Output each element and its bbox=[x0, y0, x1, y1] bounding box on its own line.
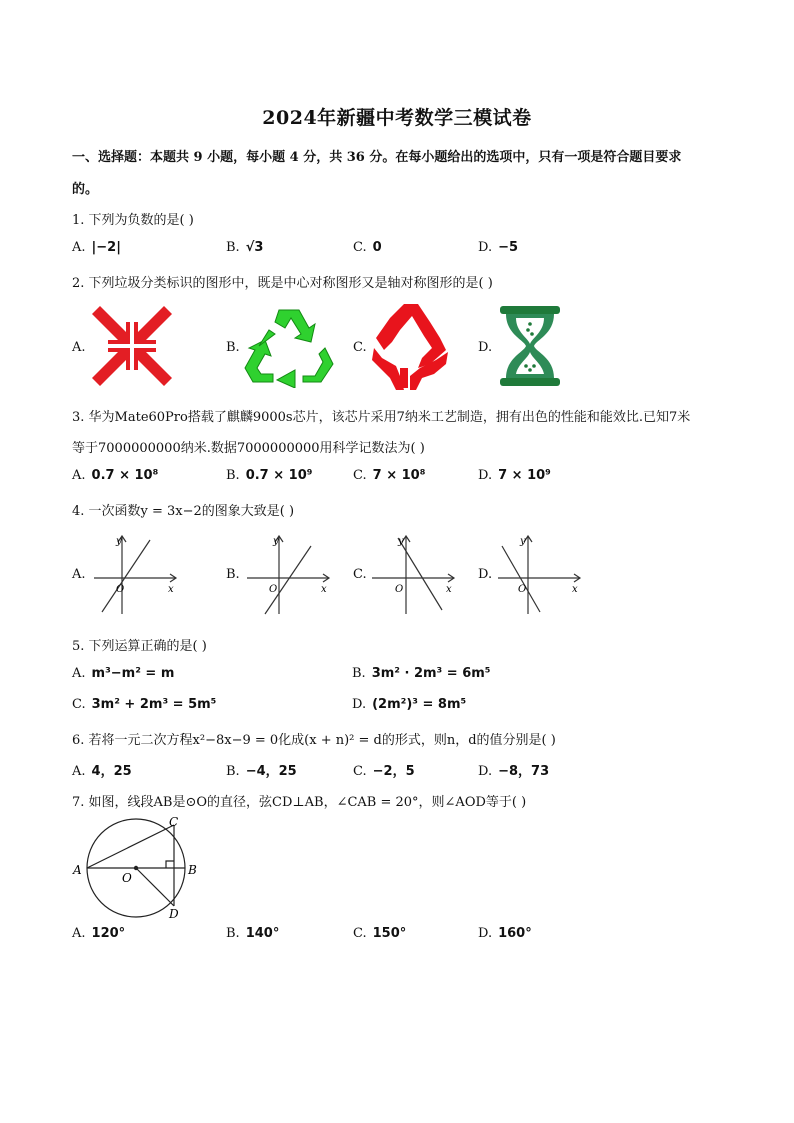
section-heading-cont: 的。 bbox=[72, 182, 99, 197]
q5-option-d[interactable]: D. (2m²)³ = 8m⁵ bbox=[352, 697, 467, 712]
x-axis-label: x bbox=[321, 584, 327, 595]
function-line bbox=[102, 540, 150, 612]
x-axis-label: x bbox=[572, 584, 578, 595]
q3-option-d[interactable]: D. 7 × 10⁹ bbox=[478, 468, 551, 483]
point-o-label: O bbox=[122, 871, 132, 885]
q4-option-d-label[interactable]: D. bbox=[478, 567, 493, 582]
q7-circle-figure bbox=[70, 814, 210, 920]
red-recycle-icon bbox=[372, 304, 448, 390]
y-axis-label: y bbox=[116, 536, 122, 547]
origin-label: O bbox=[395, 584, 404, 595]
segment-ac bbox=[87, 825, 174, 868]
q3-option-a[interactable]: A. 0.7 × 10⁸ bbox=[72, 468, 159, 483]
q2-option-a-label[interactable]: A. bbox=[72, 340, 86, 355]
q2-option-c-image[interactable] bbox=[370, 302, 450, 390]
q4-stem: 4. 一次函数y = 3x−2的图象大致是( ) bbox=[72, 504, 295, 519]
q2-option-a-image[interactable] bbox=[90, 304, 174, 388]
inward-arrows-icon bbox=[92, 306, 172, 386]
point-b-label: B bbox=[188, 863, 197, 877]
q4-option-c-graph[interactable] bbox=[368, 530, 460, 616]
x-axis-label: x bbox=[168, 584, 174, 595]
function-line bbox=[265, 546, 311, 614]
q1-option-d[interactable]: D. −5 bbox=[478, 240, 519, 255]
q5-option-b[interactable]: B. 3m² · 2m³ = 6m⁵ bbox=[352, 666, 491, 681]
q7-option-c[interactable]: C. 150° bbox=[353, 926, 407, 941]
q2-stem: 2. 下列垃圾分类标识的图形中，既是中心对称图形又是轴对称图形的是( ) bbox=[72, 276, 493, 291]
exam-title: 2024年新疆中考数学三模试卷 bbox=[262, 107, 532, 129]
q4-option-a-label[interactable]: A. bbox=[72, 567, 86, 582]
point-c-label: C bbox=[169, 815, 179, 829]
q3-stem: 3. 华为Mate60Pro搭载了麒麟9000s芯片，该芯片采用7纳米工艺制造，拥有出色的性能和能效比.已知7米 bbox=[72, 410, 691, 425]
right-angle-mark bbox=[166, 861, 174, 868]
hourglass-icon bbox=[500, 306, 560, 386]
function-line bbox=[398, 538, 442, 610]
q4-option-a-graph[interactable] bbox=[90, 530, 182, 616]
q2-option-b-image[interactable] bbox=[243, 304, 335, 388]
q2-option-c-label[interactable]: C. bbox=[353, 340, 367, 355]
q1-option-a[interactable]: A. |−2| bbox=[72, 240, 121, 255]
q5-stem: 5. 下列运算正确的是( ) bbox=[72, 639, 207, 654]
function-line bbox=[502, 546, 540, 612]
segment-od bbox=[136, 868, 174, 906]
y-axis-label: y bbox=[520, 536, 526, 547]
q6-option-d[interactable]: D. −8，73 bbox=[478, 764, 550, 779]
q5-option-a[interactable]: A. m³−m² = m bbox=[72, 666, 175, 681]
q3-stem-cont: 等于7000000000纳米.数据7000000000用科学记数法为( ) bbox=[72, 441, 425, 456]
q4-option-c-label[interactable]: C. bbox=[353, 567, 367, 582]
q4-option-b-label[interactable]: B. bbox=[226, 567, 240, 582]
q6-stem: 6. 若将一元二次方程x²−8x−9 = 0化成(x + n)² = d的形式，则n，d的值分别是( ) bbox=[72, 733, 556, 748]
q1-stem: 1. 下列为负数的是( ) bbox=[72, 213, 194, 228]
recycle-icon bbox=[245, 310, 333, 388]
q3-option-b[interactable]: B. 0.7 × 10⁹ bbox=[226, 468, 313, 483]
q6-option-b[interactable]: B. −4，25 bbox=[226, 764, 297, 779]
q7-option-d[interactable]: D. 160° bbox=[478, 926, 532, 941]
q7-option-b[interactable]: B. 140° bbox=[226, 926, 280, 941]
q2-option-d-image[interactable] bbox=[498, 304, 562, 388]
q5-option-c[interactable]: C. 3m² + 2m³ = 5m⁵ bbox=[72, 697, 217, 712]
q6-option-c[interactable]: C. −2，5 bbox=[353, 764, 415, 779]
q1-option-b[interactable]: B. √3 bbox=[226, 240, 264, 255]
q2-option-d-label[interactable]: D. bbox=[478, 340, 493, 355]
q3-option-c[interactable]: C. 7 × 10⁸ bbox=[353, 468, 426, 483]
x-axis-label: x bbox=[446, 584, 452, 595]
q4-option-b-graph[interactable] bbox=[243, 530, 335, 616]
q4-option-d-graph[interactable] bbox=[494, 530, 586, 616]
q7-option-a[interactable]: A. 120° bbox=[72, 926, 126, 941]
y-axis-label: y bbox=[273, 536, 279, 547]
point-d-label: D bbox=[169, 907, 179, 920]
point-a-label: A bbox=[73, 863, 82, 877]
y-axis-label: y bbox=[398, 536, 404, 547]
origin-label: O bbox=[269, 584, 278, 595]
q2-option-b-label[interactable]: B. bbox=[226, 340, 240, 355]
q6-option-a[interactable]: A. 4，25 bbox=[72, 764, 132, 779]
origin-label: O bbox=[116, 584, 125, 595]
origin-label: O bbox=[518, 584, 527, 595]
q7-stem: 7. 如图，线段AB是⊙O的直径，弦CD⊥AB，∠CAB = 20°，则∠AOD等于( ) bbox=[72, 795, 527, 810]
section-heading: 一、选择题：本题共 9 小题，每小题 4 分，共 36 分。在每小题给出的选项中，只有一项是符合题目要求 bbox=[72, 150, 682, 165]
q1-option-c[interactable]: C. 0 bbox=[353, 240, 382, 255]
